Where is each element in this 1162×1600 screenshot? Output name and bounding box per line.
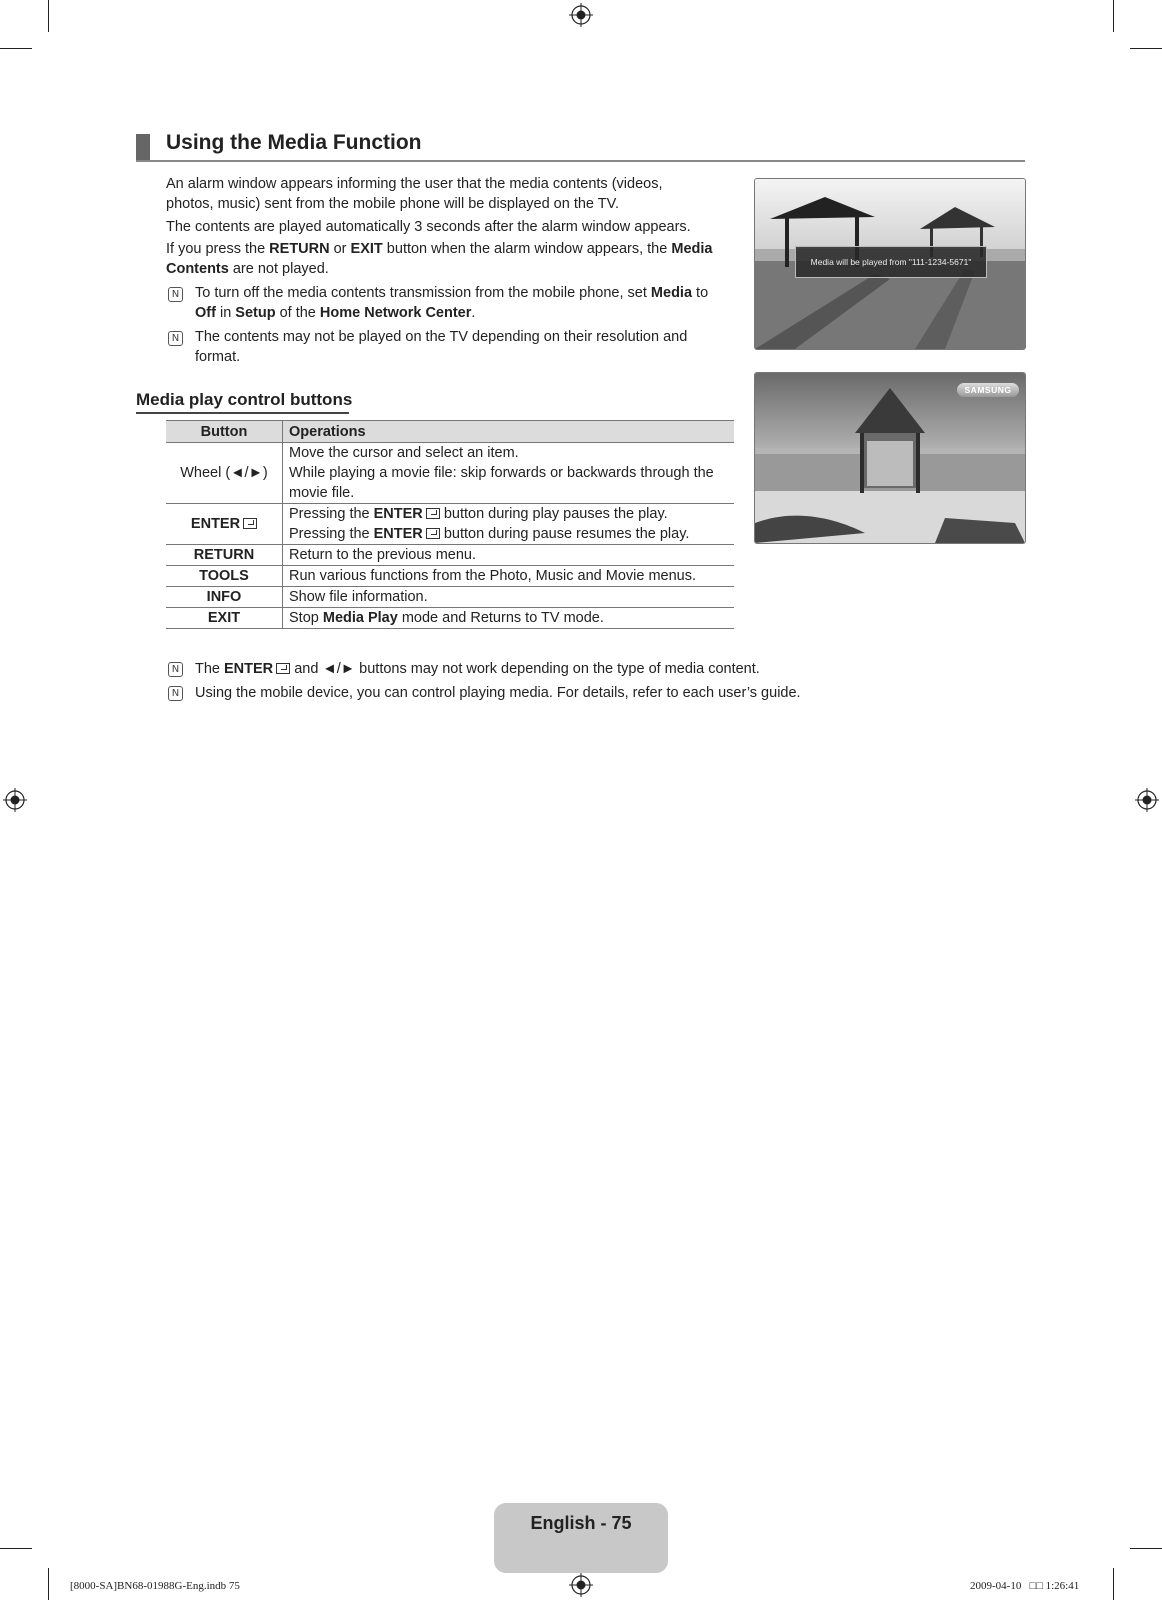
media-controls-table — [166, 420, 734, 629]
operation-cell: Stop Media Play mode and Returns to TV mode. — [283, 608, 735, 629]
crop-mark — [48, 1568, 49, 1600]
gazebo-scene-image — [755, 373, 1025, 543]
intro-line: photos, music) sent from the mobile phone will be displayed on the TV. — [166, 196, 619, 212]
page-number: English - 75 — [530, 1513, 632, 1533]
operation-cell: Move the cursor and select an item. While playing a movie file: skip forwards or backwards through the movie file. — [283, 443, 735, 504]
operation-cell: Run various functions from the Photo, Music and Movie menus. — [283, 566, 735, 587]
intro-line: The contents are played automatically 3 seconds after the alarm window appears. — [166, 219, 691, 235]
footer-file-info: [8000-SA]BN68-01988G-Eng.indb 75 — [70, 1580, 240, 1592]
title-divider — [136, 160, 1025, 162]
crop-mark — [48, 0, 49, 32]
column-header-operations: Operations — [283, 421, 735, 443]
note-text: The ENTER and ◄/► buttons may not work depending on the type of media content. — [195, 661, 760, 677]
button-cell: RETURN — [166, 545, 283, 566]
page-number-tab — [494, 1503, 668, 1573]
note-icon: N — [168, 662, 183, 677]
page-title: Using the Media Function — [166, 131, 422, 154]
operation-cell: Show file information. — [283, 587, 735, 608]
media-alarm-window: Media will be played from "111-1234-5671" — [795, 246, 987, 278]
note-icon: N — [168, 287, 183, 302]
samsung-logo: SAMSUNG — [957, 383, 1019, 397]
note-text: To turn off the media contents transmission from the mobile phone, set Media to Off in Setup of the Home Network Center. — [195, 285, 709, 321]
table-row — [166, 587, 734, 608]
crop-mark — [0, 1548, 32, 1549]
intro-paragraph — [166, 217, 746, 237]
operation-cell: Return to the previous menu. — [283, 545, 735, 566]
registration-mark-icon — [1135, 788, 1159, 812]
button-cell: Wheel (◄/►) — [166, 443, 283, 504]
note-icon: N — [168, 686, 183, 701]
table-row — [166, 566, 734, 587]
tv-screen-gazebo-image — [754, 372, 1026, 544]
note-text: Using the mobile device, you can control playing media. For details, refer to each user’s guide. — [195, 685, 801, 701]
table-row — [166, 504, 734, 545]
button-cell: EXIT — [166, 608, 283, 629]
button-cell: ENTER — [166, 504, 283, 545]
crop-mark — [1130, 1548, 1162, 1549]
subsection-title: Media play control buttons — [136, 390, 353, 409]
column-header-button: Button — [166, 421, 283, 443]
tv-screen-beach-image — [754, 178, 1026, 350]
enter-icon — [276, 663, 290, 674]
section-marker — [136, 134, 150, 162]
registration-mark-icon — [569, 3, 593, 27]
operation-cell: Pressing the ENTER button during play pauses the play. Pressing the ENTER button during pause resumes the play. — [283, 504, 735, 545]
subsection-underline — [136, 412, 349, 414]
intro-paragraph — [166, 174, 746, 214]
button-cell: TOOLS — [166, 566, 283, 587]
crop-mark — [1130, 48, 1162, 49]
note-icon: N — [168, 331, 183, 346]
crop-mark — [0, 48, 32, 49]
table-row — [166, 443, 734, 504]
crop-mark — [1113, 0, 1114, 32]
intro-paragraph: If you press the RETURN or EXIT button when the alarm window appears, the Media Contents are not played. — [166, 241, 713, 277]
button-cell: INFO — [166, 587, 283, 608]
registration-mark-icon — [569, 1573, 593, 1597]
enter-icon — [426, 528, 440, 539]
registration-mark-icon — [3, 788, 27, 812]
table-row — [166, 608, 734, 629]
note-text: The contents may not be played on the TV depending on their resolution and format. — [195, 329, 688, 365]
table-header-row — [166, 421, 734, 443]
table-row — [166, 545, 734, 566]
enter-icon — [426, 508, 440, 519]
footer-timestamp: 2009-04-10 □□ 1:26:41 — [970, 1580, 1080, 1592]
crop-mark — [1113, 1568, 1114, 1600]
intro-line: An alarm window appears informing the user that the media contents (videos, — [166, 176, 663, 192]
enter-icon — [243, 518, 257, 529]
